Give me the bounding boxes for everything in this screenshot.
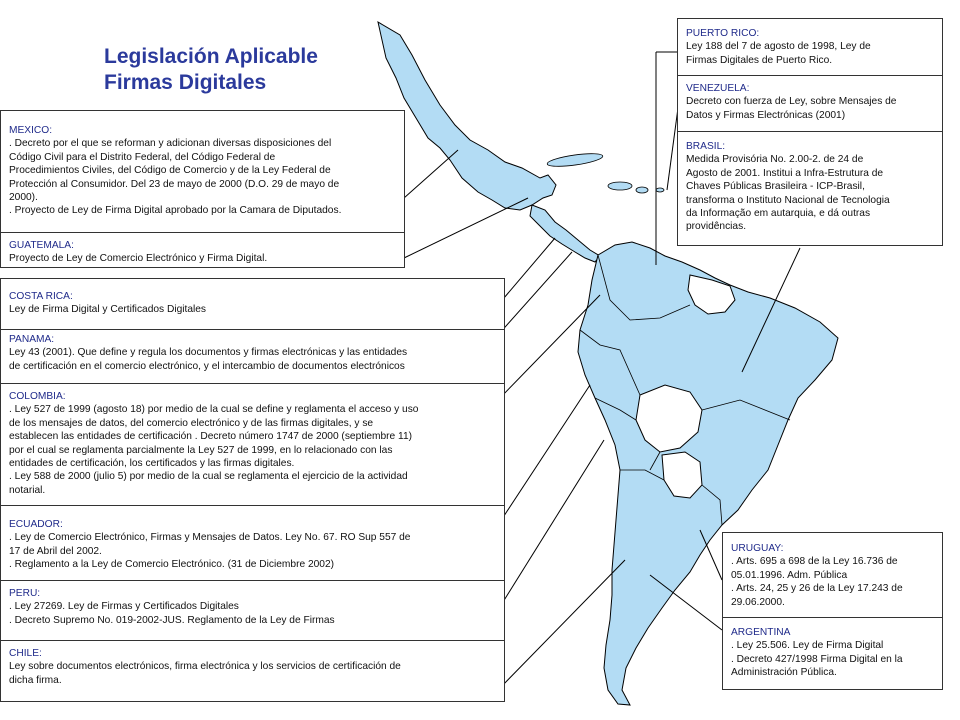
country-label-uruguay: URUGUAY: <box>731 543 784 554</box>
argentina-line: . Ley 25.506. Ley de Firma Digital <box>731 640 884 652</box>
country-label-puerto-rico: PUERTO RICO: <box>686 28 760 39</box>
costa-rica-section <box>1 287 504 329</box>
mexico-line: Procedimientos Civiles, del Código de Comercio y de la Ley Federal de <box>9 165 331 177</box>
panama-section <box>1 329 504 381</box>
country-label-peru: PERU: <box>9 588 41 599</box>
colombia-line: . Ley 588 de 2000 (julio 5) por medio de la cual se reglamenta el ejercicio de la actividad <box>9 471 408 483</box>
ecuador-line: . Ley de Comercio Electrónico, Firmas y Mensajes de Datos. Ley No. 67. RO Sup 557 de <box>9 532 411 544</box>
panama-line: de certificación en el comercio electrónico, y el intercambio de documentos electrónicos <box>9 360 405 372</box>
country-label-colombia: COLOMBIA: <box>9 391 66 402</box>
puerto-rico-section <box>678 24 942 76</box>
brasil-line: Medida Provisória No. 2.00-2. de 24 de <box>686 154 864 166</box>
mexico-line: . Proyecto de Ley de Firma Digital aprobado por la Camara de Diputados. <box>9 205 342 217</box>
page-title <box>104 44 318 96</box>
country-label-chile: CHILE: <box>9 648 42 659</box>
country-label-guatemala: GUATEMALA: <box>9 240 74 251</box>
brasil-line: da Informação em autarquia, e dá outras <box>686 208 871 220</box>
colombia-line: establecen las entidades de certificación . Decreto número 1747 de 2000 (septiembre 11) <box>9 431 413 443</box>
colombia-section <box>1 383 504 505</box>
colombia-line: notarial. <box>9 484 46 496</box>
country-label-ecuador: ECUADOR: <box>9 519 63 530</box>
mexico-guatemala-box <box>0 110 405 268</box>
mexico-section <box>1 121 404 241</box>
guatemala-section <box>1 232 404 268</box>
uruguay-line: . Arts. 695 a 698 de la Ley 16.736 de <box>731 556 898 568</box>
colombia-line: de los mensajes de datos, del comercio electrónico y de las firmas digitales, y se <box>9 417 374 429</box>
uruguay-section <box>723 539 942 619</box>
country-label-argentina: ARGENTINA <box>731 627 791 638</box>
chile-line: dicha firma. <box>9 674 62 686</box>
country-label-venezuela: VENEZUELA: <box>686 83 750 94</box>
colombia-line: . Ley 527 de 1999 (agosto 18) por medio de la cual se define y reglamenta el acceso y uso <box>9 404 419 416</box>
argentina-line: . Decreto 427/1998 Firma Digital en la <box>731 653 903 665</box>
country-label-brasil: BRASIL: <box>686 141 726 152</box>
uruguay-line: 29.06.2000. <box>731 596 785 608</box>
chile-section <box>1 640 504 702</box>
mexico-line: Código Civil para el Distrito Federal, del Código Federal de <box>9 151 276 163</box>
puerto-rico-line: Firmas Digitales de Puerto Rico. <box>686 54 833 66</box>
colombia-line: por el cual se reglamenta parcialmente la Ley 527 de 1999, en lo relacionado con las <box>9 444 393 456</box>
argentina-section <box>723 617 942 689</box>
venezuela-line: Datos y Firmas Electrónicas (2001) <box>686 109 846 121</box>
uruguay-line: . Arts. 24, 25 y 26 de la Ley 17.243 de <box>731 583 903 595</box>
ecuador-line: . Reglamento a la Ley de Comercio Electrónico. (31 de Diciembre 2002) <box>9 559 335 571</box>
brasil-line: Agosto de 2001. Institui a Infra-Estrutura de <box>686 167 884 179</box>
central-america-region <box>530 205 600 262</box>
venezuela-section <box>678 75 942 131</box>
mexico-line: . Decreto por el que se reforman y adicionan diversas disposiciones del <box>9 138 332 150</box>
costa-rica-line: Ley de Firma Digital y Certificados Digitales <box>9 304 207 316</box>
puerto-rico-line: Ley 188 del 7 de agosto de 1998, Ley de <box>686 41 871 53</box>
venezuela-line: Decreto con fuerza de Ley, sobre Mensajes de <box>686 96 897 108</box>
right-bottom-box <box>722 532 943 690</box>
brasil-section <box>678 131 942 245</box>
peru-line: . Ley 27269. Ley de Firmas y Certificados Digitales <box>9 601 239 613</box>
country-label-costa-rica: COSTA RICA: <box>9 291 73 302</box>
ecuador-section <box>1 505 504 579</box>
chile-line: Ley sobre documentos electrónicos, firma electrónica y los servicios de certificación de <box>9 661 401 673</box>
colombia-line: entidades de certificación, los certificados y las firmas digitales. <box>9 458 295 470</box>
peru-section <box>1 580 504 640</box>
brasil-line: Chaves Públicas Brasileira - ICP-Brasil, <box>686 181 865 193</box>
right-top-box <box>677 18 943 246</box>
uruguay-line: 05.01.1996. Adm. Pública <box>731 569 848 581</box>
peru-line: . Decreto Supremo No. 019-2002-JUS. Reglamento de la Ley de Firmas <box>9 614 335 626</box>
panama-line: Ley 43 (2001). Que define y regula los documentos y firmas electrónicas y las entidades <box>9 347 408 359</box>
mexico-line: Protección al Consumidor. Del 23 de mayo de 2000 (D.O. 29 de mayo de <box>9 178 340 190</box>
country-label-mexico: MEXICO: <box>9 125 53 136</box>
argentina-line: Administración Pública. <box>731 667 837 679</box>
mexico-line: 2000). <box>9 192 38 204</box>
ecuador-line: 17 de Abril del 2002. <box>9 545 102 557</box>
left-column-box <box>0 278 505 702</box>
brasil-line: transforma o Instituto Nacional de Tecnologia <box>686 194 890 206</box>
title-line-2: Firmas Digitales <box>104 71 267 94</box>
title-line-1: Legislación Aplicable <box>104 45 318 68</box>
guatemala-line: Proyecto de Ley de Comercio Electrónico y Firma Digital. <box>9 253 268 265</box>
brasil-line: providências. <box>686 221 747 233</box>
country-label-panama: PANAMA: <box>9 334 55 345</box>
